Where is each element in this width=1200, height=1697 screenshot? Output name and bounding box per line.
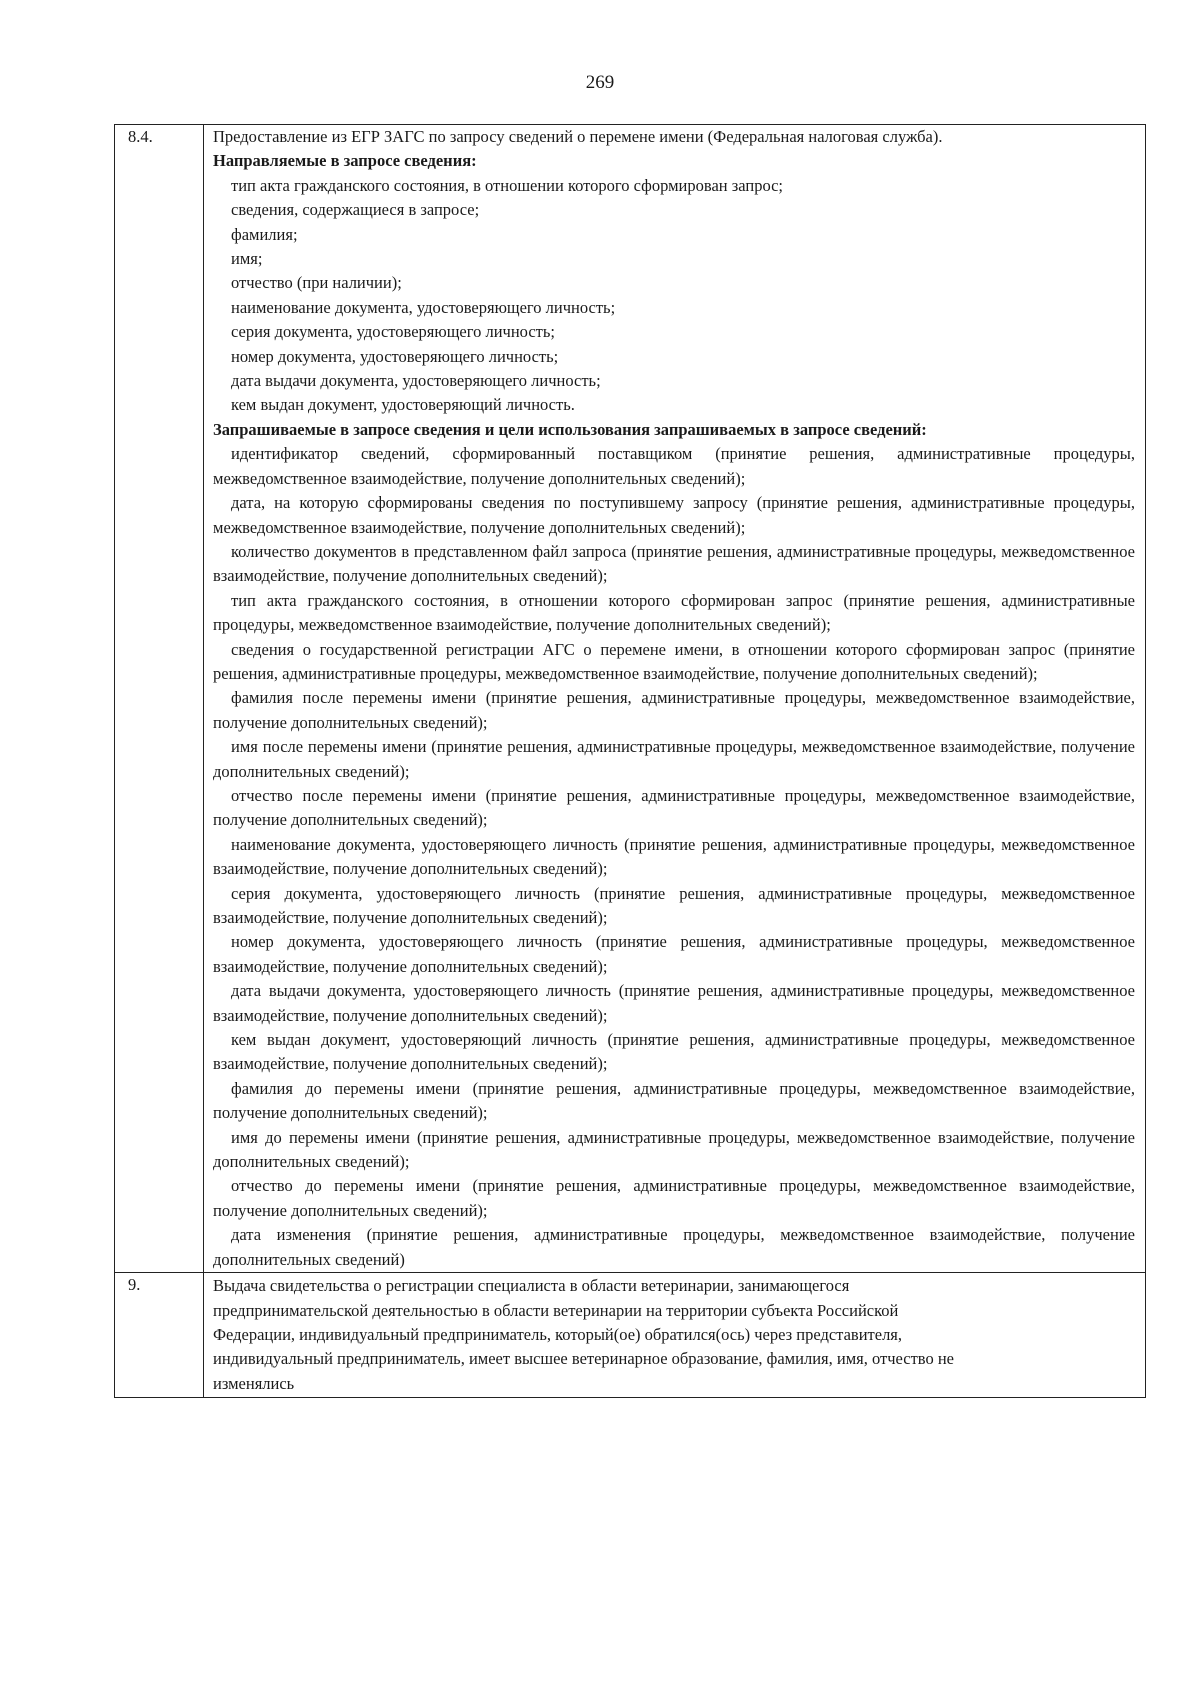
sent-data-item: сведения, содержащиеся в запросе; xyxy=(231,200,480,220)
requested-data-item: фамилия до перемены имени (принятие решения, административные процедуры, межведомственное взаимодействие, получение дополнительных сведений); xyxy=(213,1078,1135,1123)
requested-data-item: количество документов в представленном файл запроса (принятие решения, административные процедуры, межведомственное взаимодействие, получение дополнительных сведений); xyxy=(213,541,1135,586)
sent-data-item: наименование документа, удостоверяющего личность; xyxy=(231,297,616,317)
service-description-line: индивидуальный предприниматель, имеет высшее ветеринарное образование, фамилия, имя, отчество не xyxy=(213,1349,954,1369)
requested-data-item: кем выдан документ, удостоверяющий личность (принятие решения, административные процедуры, межведомственное взаимодействие, получение дополнительных сведений); xyxy=(213,1030,1135,1074)
sent-data-heading: Направляемые в запросе сведения: xyxy=(213,151,477,171)
requested-data-item: фамилия после перемены имени (принятие решения, административные процедуры, межведомственное взаимодействие, получение дополнительных сведений); xyxy=(213,688,1135,732)
services-table xyxy=(114,124,1146,1398)
service-description-line: Выдача свидетельства о регистрации специалиста в области ветеринарии, занимающегося xyxy=(213,1276,850,1296)
sent-data-item: отчество (при наличии); xyxy=(231,273,402,293)
requested-data-item: тип акта гражданского состояния, в отношении которого сформирован запрос (принятие решения, административные процедуры, межведомственное взаимодействие, получение дополнительных сведений); xyxy=(213,590,1135,635)
row-number-8-4: 8.4. xyxy=(115,125,204,1273)
sent-data-item: дата выдачи документа, удостоверяющего личность; xyxy=(231,371,601,391)
sent-data-item: номер документа, удостоверяющего личность; xyxy=(231,346,559,366)
requested-data-item: идентификатор сведений, сформированный поставщиком (принятие решения, административные процедуры, межведомственное взаимодействие, получение дополнительных сведений); xyxy=(213,444,1135,488)
requested-data-item: дата, на которую сформированы сведения по поступившему запросу (принятие решения, административные процедуры, межведомственное взаимодействие, получение дополнительных сведений); xyxy=(213,493,1135,537)
row-content-8-4 xyxy=(204,125,1146,1273)
sent-data-item: имя; xyxy=(231,249,263,269)
sent-data-item: фамилия; xyxy=(231,224,298,244)
requested-data-item: отчество после перемены имени (принятие решения, административные процедуры, межведомственное взаимодействие, получение дополнительных сведений); xyxy=(213,785,1135,830)
service-description-line: предпринимательской деятельностью в области ветеринарии на территории субъекта Российской xyxy=(213,1300,899,1320)
requested-data-item: сведения о государственной регистрации АГС о перемене имени, в отношении которого сформирован запрос (принятие решения, административные процедуры, межведомственное взаимодействие, получение дополнительных сведений); xyxy=(213,639,1135,683)
row-number-9: 9. xyxy=(115,1273,204,1398)
row-content-9 xyxy=(204,1273,1146,1398)
requested-data-item: номер документа, удостоверяющего личность (принятие решения, административные процедуры, межведомственное взаимодействие, получение дополнительных сведений); xyxy=(213,932,1135,976)
service-description-line: Федерации, индивидуальный предприниматель, который(ое) обратился(ось) через представителя, xyxy=(213,1324,903,1344)
requested-data-item: наименование документа, удостоверяющего личность (принятие решения, административные процедуры, межведомственное взаимодействие, получение дополнительных сведений); xyxy=(213,834,1135,879)
page-number: 269 xyxy=(585,72,615,93)
table-row-8-4 xyxy=(115,125,1146,1273)
requested-data-item: дата выдачи документа, удостоверяющего личность (принятие решения, административные процедуры, межведомственное взаимодействие, получение дополнительных сведений); xyxy=(213,981,1135,1025)
requested-data-item: дата изменения (принятие решения, административные процедуры, межведомственное взаимодействие, получение дополнительных сведений) xyxy=(213,1225,1135,1269)
requested-data-item: отчество до перемены имени (принятие решения, административные процедуры, межведомственное взаимодействие, получение дополнительных сведений); xyxy=(213,1176,1135,1220)
requested-data-heading: Запрашиваемые в запросе сведения и цели использования запрашиваемых в запросе сведений: xyxy=(213,419,927,439)
service-title: Предоставление из ЕГР ЗАГС по запросу сведений о перемене имени (Федеральная налоговая служба). xyxy=(213,127,943,146)
sent-data-item: серия документа, удостоверяющего личность; xyxy=(231,322,555,342)
sent-data-item: кем выдан документ, удостоверяющий личность. xyxy=(231,395,575,415)
requested-data-item: имя после перемены имени (принятие решения, административные процедуры, межведомственное взаимодействие, получение дополнительных сведений); xyxy=(213,737,1135,781)
requested-data-item: серия документа, удостоверяющего личность (принятие решения, административные процедуры, межведомственное взаимодействие, получение дополнительных сведений); xyxy=(213,883,1135,927)
requested-data-item: имя до перемены имени (принятие решения, административные процедуры, межведомственное взаимодействие, получение дополнительных сведений); xyxy=(213,1127,1135,1172)
table-row-9 xyxy=(115,1273,1146,1398)
sent-data-item: тип акта гражданского состояния, в отношении которого сформирован запрос; xyxy=(231,175,784,195)
service-description-line: изменялись xyxy=(213,1373,295,1393)
